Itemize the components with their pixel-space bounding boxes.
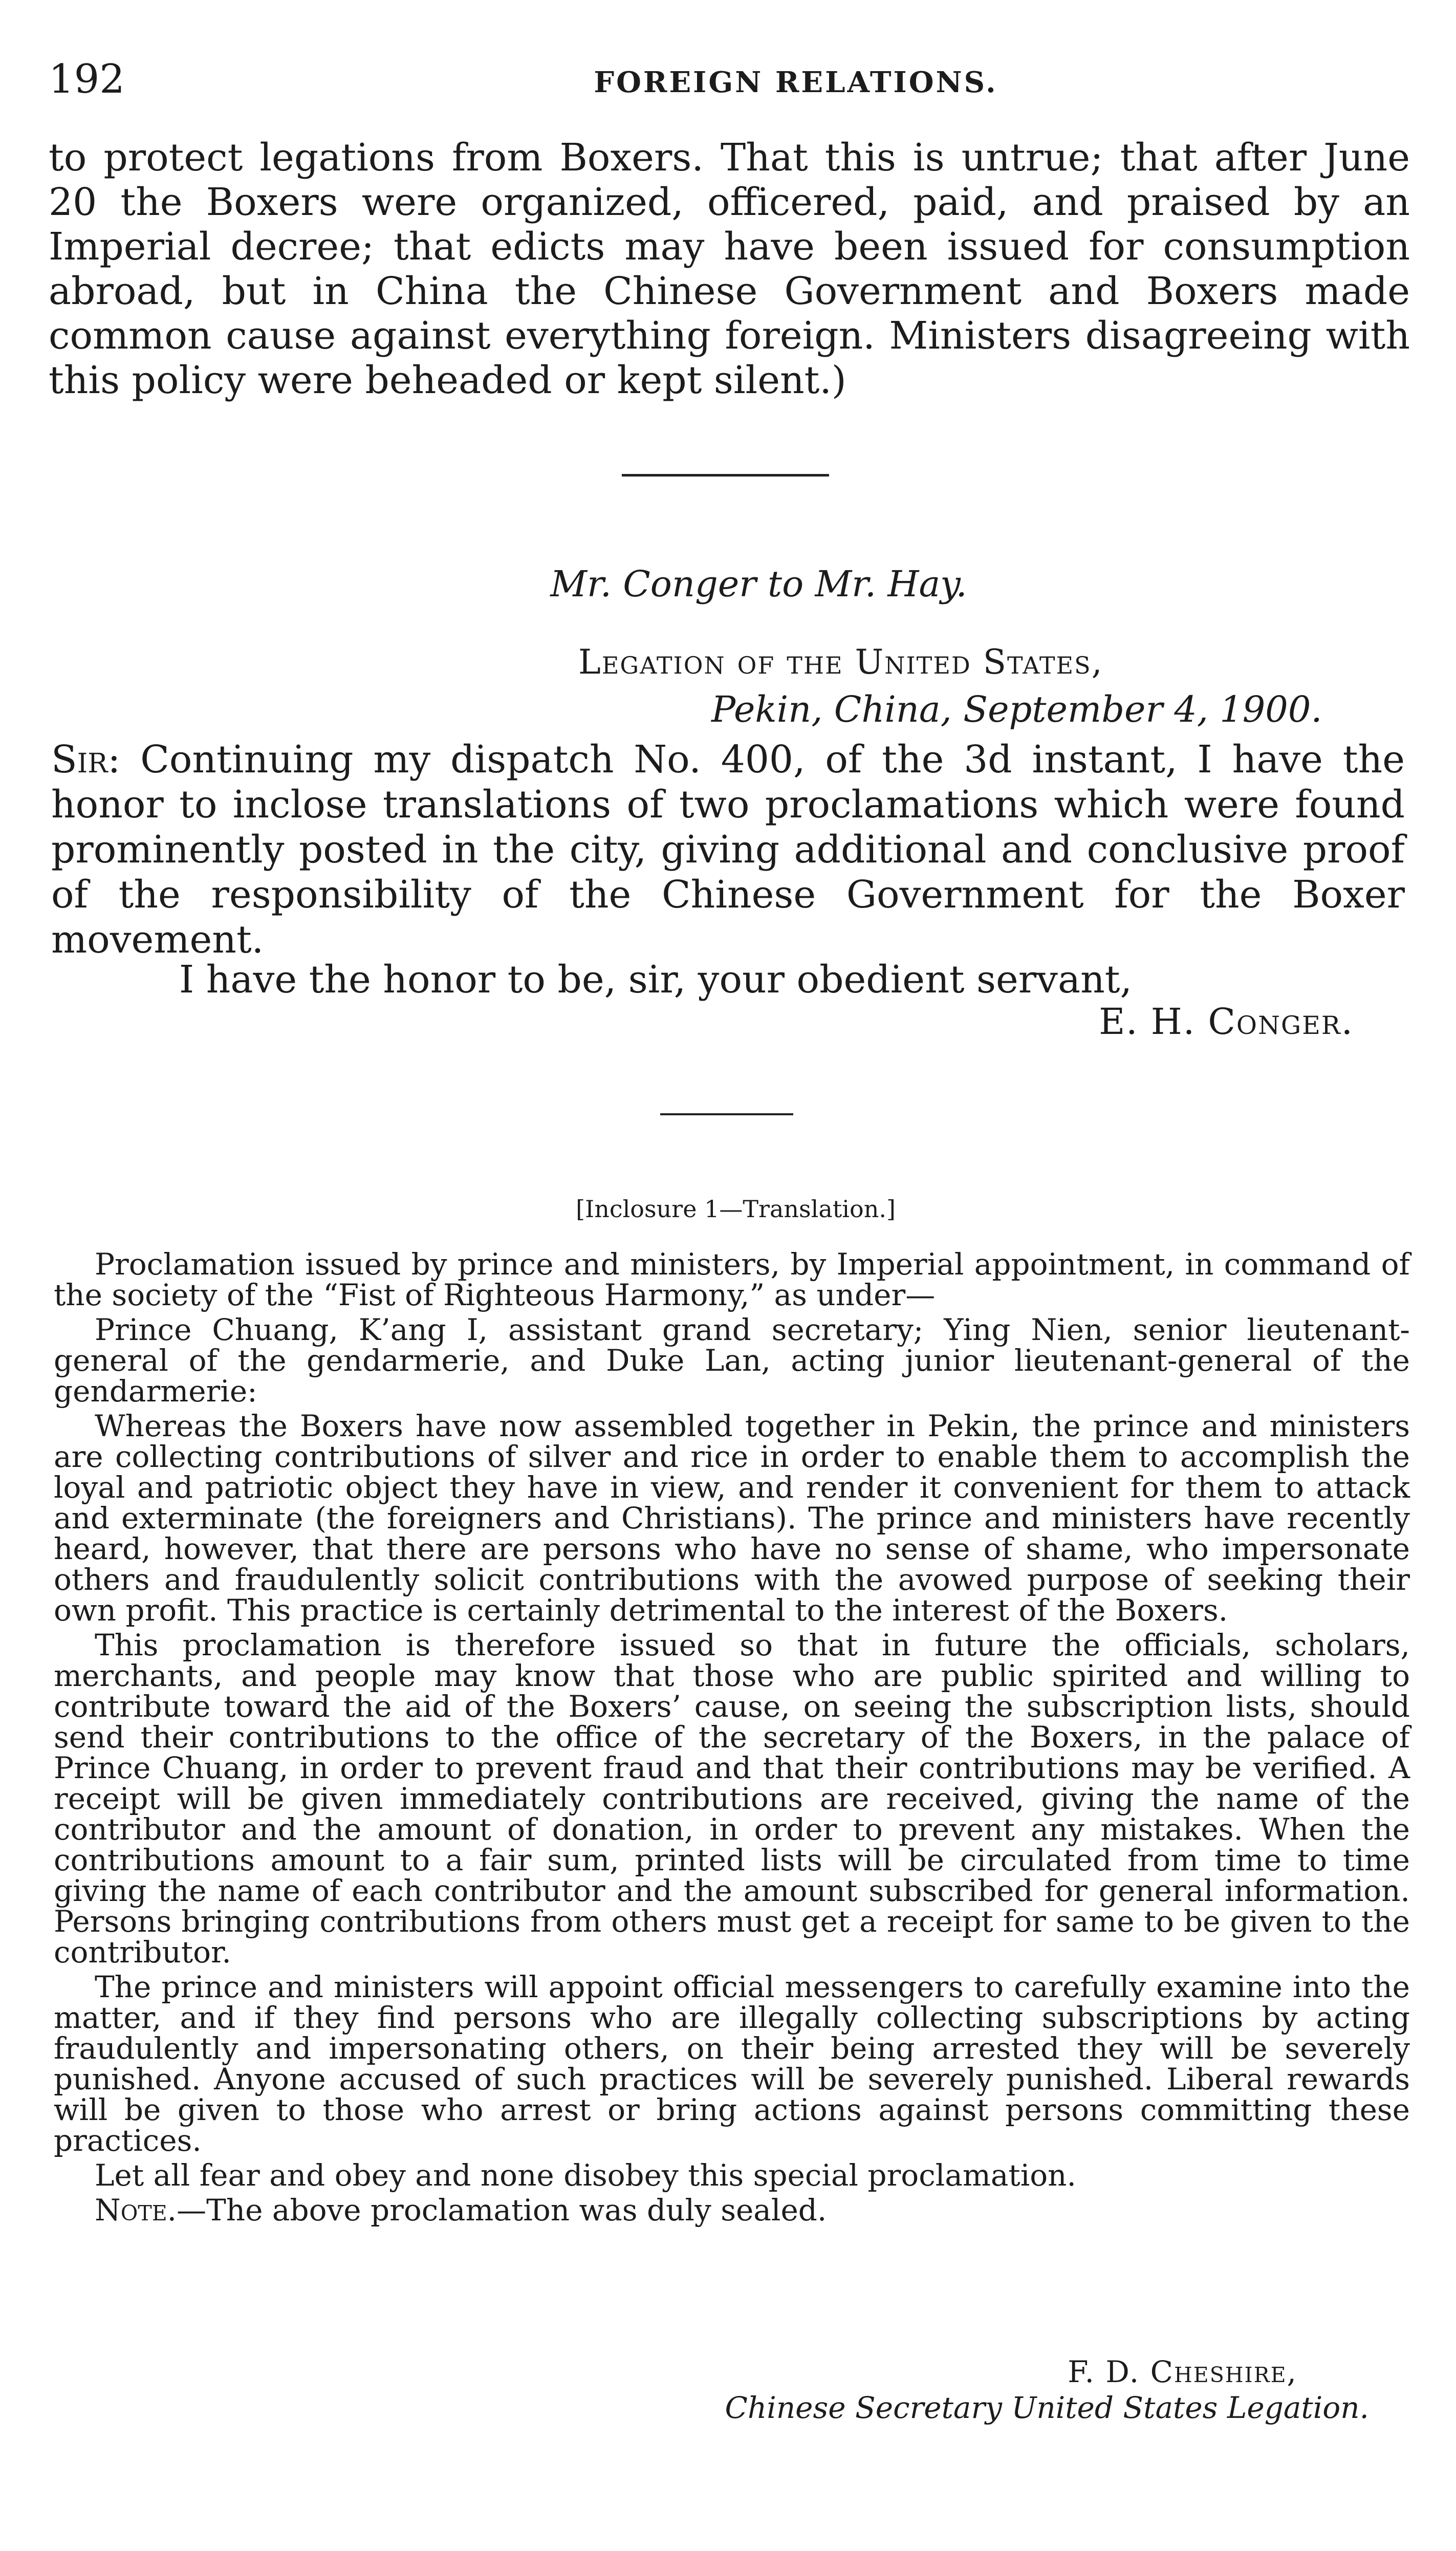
- page-number: 192: [49, 56, 125, 102]
- proclamation-paragraph: Proclamation issued by prince and ministers, by Imperial appointment, in command of the society of the “Fist of Righteous Harmony,” as under—: [54, 1247, 1410, 1312]
- legation-text: Legation of the United States,: [578, 642, 1103, 682]
- proclamation-paragraph: The prince and ministers will appoint official messengers to carefully examine into the matter, and if they find persons who are illegally collecting subscriptions by acting fraudulently and impersonating others, on their being arrested they will be severely punished. Anyone accused of such practices will be severely punished. Liberal rewards will be given to those who arrest or bring actions against persons committing these practices.: [54, 1970, 1410, 2158]
- note-label: Note.: [95, 2193, 177, 2228]
- proclamation-paragraph: Whereas the Boxers have now assembled together in Pekin, the prince and ministers are collecting contributions of silver and rice in order to enable them to accomplish the loyal and patriotic object they have in view, and render it convenient for them to attack and exterminate (the foreigners and Christians). The prince and ministers have recently heard, however, that there are persons who have no sense of shame, who impersonate others and fraudulently solicit contributions with the avowed purpose of seeking their own profit. This practice is certainly detrimental to the interest of the Boxers.: [54, 1409, 1410, 1628]
- section-divider-2: [660, 1113, 793, 1115]
- proclamation-text: [54, 1249, 1410, 2230]
- proclamation-paragraph: This proclamation is therefore issued so that in future the officials, scholars, merchants, and people may know that those who are public spirited and willing to contribute toward the aid of the Boxers’ cause, on seeing the subscription lists, should send their contributions to the office of the secretary of the Boxers, in the palace of Prince Chuang, in order to prevent fraud and that their contributions may be verified. A receipt will be given immediately contributions are received, giving the name of the contributor and the amount of donation, in order to prevent any mistakes. When the contributions amount to a fair sum, printed lists will be circulated from time to time giving the name of each contributor and the amount subscribed for general information. Persons bringing contributions from others must get a receipt for same to be given to the contributor.: [54, 1628, 1410, 1970]
- legation-line: [578, 642, 1103, 682]
- dateline: Pekin, China, September 4, 1900.: [711, 688, 1322, 730]
- running-head: FOREIGN RELATIONS.: [594, 66, 998, 99]
- proclamation-paragraph: Prince Chuang, K’ang I, assistant grand secretary; Ying Nien, senior lieutenant-general of the gendarmerie, and Duke Lan, acting junior lieutenant-general of the gendarmerie:: [54, 1312, 1410, 1409]
- inclosure-heading: [Inclosure 1—Translation.]: [576, 1195, 896, 1223]
- letter-signature: E. H. Conger.: [1099, 1001, 1354, 1043]
- page-header: [49, 56, 1420, 113]
- continued-paragraph: to protect legations from Boxers. That this is untrue; that after June 20 the Boxers were organized, officered, paid, and praised by an Imperial decree; that edicts may have been issued for consumption abroad, but in China the Chinese Government and Boxers made common cause against everything foreign. Ministers disagreeing with this policy were beheaded or kept silent.): [49, 136, 1410, 402]
- secretary-signature: F. D. Cheshire,: [1068, 2354, 1297, 2389]
- letter-title: Mr. Conger to Mr. Hay.: [550, 563, 967, 605]
- proclamation-paragraph: Let all fear and obey and none disobey this special proclamation.: [95, 2158, 1076, 2193]
- letter-body-text: Continuing my dispatch No. 400, of the 3d instant, I have the honor to inclose translations of two proclamations which were found prominently posted in the city, giving additional and conclusive proof of the responsibility of the Chinese Government for the Boxer movement.: [51, 738, 1405, 962]
- salutation: Sir:: [51, 738, 121, 782]
- proclamation-note: [54, 2193, 1410, 2228]
- letter-body: [51, 737, 1405, 962]
- note-text: —The above proclamation was duly sealed.: [177, 2193, 827, 2228]
- secretary-title: Chinese Secretary United States Legation.: [725, 2390, 1369, 2425]
- letter-closing: I have the honor to be, sir, your obedient servant,: [179, 958, 1132, 1002]
- section-divider-1: [622, 474, 829, 477]
